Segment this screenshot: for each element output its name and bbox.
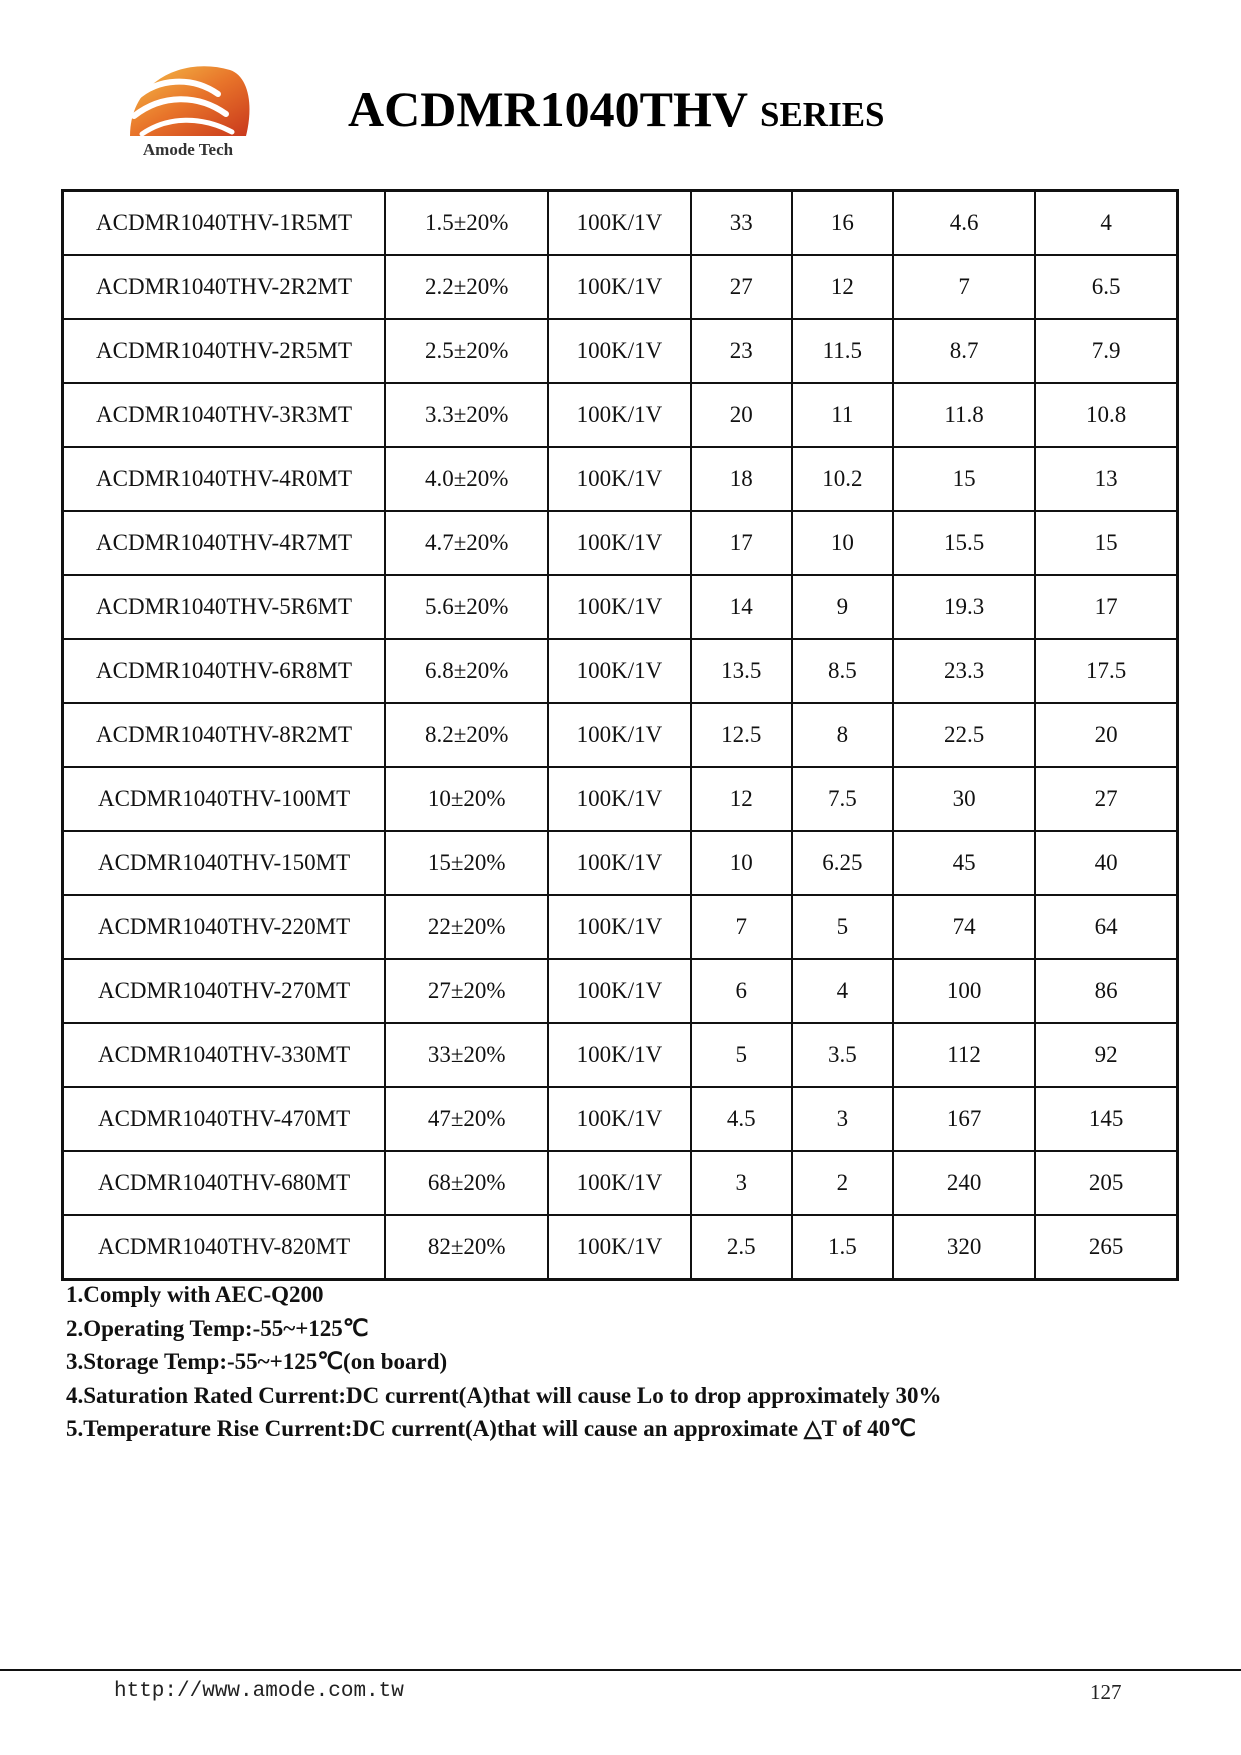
test-freq-cell: 100K/1V: [548, 831, 690, 895]
part-number-cell: ACDMR1040THV-2R5MT: [63, 319, 386, 383]
dcr-typ-cell: 14: [691, 575, 792, 639]
part-number-cell: ACDMR1040THV-6R8MT: [63, 639, 386, 703]
rise-current-cell: 20: [1035, 703, 1177, 767]
part-number-cell: ACDMR1040THV-150MT: [63, 831, 386, 895]
inductance-cell: 4.0±20%: [385, 447, 548, 511]
table-row: [63, 319, 1178, 383]
dcr-max-cell: 5: [792, 895, 893, 959]
sat-current-cell: 22.5: [893, 703, 1035, 767]
notes-list: [66, 1278, 941, 1446]
dcr-max-cell: 7.5: [792, 767, 893, 831]
sat-current-cell: 320: [893, 1215, 1035, 1280]
test-freq-cell: 100K/1V: [548, 511, 690, 575]
dcr-max-cell: 2: [792, 1151, 893, 1215]
rise-current-cell: 17: [1035, 575, 1177, 639]
test-freq-cell: 100K/1V: [548, 575, 690, 639]
inductance-cell: 3.3±20%: [385, 383, 548, 447]
rise-current-cell: 13: [1035, 447, 1177, 511]
rise-current-cell: 7.9: [1035, 319, 1177, 383]
sat-current-cell: 240: [893, 1151, 1035, 1215]
inductance-cell: 8.2±20%: [385, 703, 548, 767]
rise-current-cell: 92: [1035, 1023, 1177, 1087]
dcr-typ-cell: 4.5: [691, 1087, 792, 1151]
dcr-typ-cell: 17: [691, 511, 792, 575]
dcr-max-cell: 1.5: [792, 1215, 893, 1280]
table-row: [63, 1151, 1178, 1215]
amode-logo-icon: [122, 52, 254, 142]
spec-table: [61, 189, 1179, 1281]
part-number-cell: ACDMR1040THV-220MT: [63, 895, 386, 959]
table-row: [63, 831, 1178, 895]
rise-current-cell: 10.8: [1035, 383, 1177, 447]
table-row: [63, 767, 1178, 831]
footer-divider: [0, 1669, 1241, 1671]
inductance-cell: 4.7±20%: [385, 511, 548, 575]
part-number-cell: ACDMR1040THV-3R3MT: [63, 383, 386, 447]
inductance-cell: 27±20%: [385, 959, 548, 1023]
dcr-max-cell: 11: [792, 383, 893, 447]
table-row: [63, 447, 1178, 511]
test-freq-cell: 100K/1V: [548, 767, 690, 831]
note-item: 1.Comply with AEC-Q200: [66, 1282, 324, 1307]
table-row: [63, 639, 1178, 703]
dcr-typ-cell: 20: [691, 383, 792, 447]
footer-url: http://www.amode.com.tw: [114, 1680, 404, 1703]
rise-current-cell: 40: [1035, 831, 1177, 895]
rise-current-cell: 4: [1035, 191, 1177, 256]
test-freq-cell: 100K/1V: [548, 255, 690, 319]
dcr-max-cell: 3: [792, 1087, 893, 1151]
dcr-typ-cell: 12.5: [691, 703, 792, 767]
inductance-cell: 47±20%: [385, 1087, 548, 1151]
dcr-max-cell: 16: [792, 191, 893, 256]
inductance-cell: 15±20%: [385, 831, 548, 895]
table-row: [63, 703, 1178, 767]
sat-current-cell: 100: [893, 959, 1035, 1023]
table-row: [63, 959, 1178, 1023]
dcr-typ-cell: 7: [691, 895, 792, 959]
sat-current-cell: 19.3: [893, 575, 1035, 639]
test-freq-cell: 100K/1V: [548, 959, 690, 1023]
company-logo: [118, 52, 258, 170]
part-number-cell: ACDMR1040THV-100MT: [63, 767, 386, 831]
dcr-typ-cell: 18: [691, 447, 792, 511]
sat-current-cell: 112: [893, 1023, 1035, 1087]
inductance-cell: 2.2±20%: [385, 255, 548, 319]
dcr-max-cell: 10.2: [792, 447, 893, 511]
test-freq-cell: 100K/1V: [548, 639, 690, 703]
part-number-cell: ACDMR1040THV-4R7MT: [63, 511, 386, 575]
dcr-max-cell: 12: [792, 255, 893, 319]
dcr-typ-cell: 12: [691, 767, 792, 831]
sat-current-cell: 15: [893, 447, 1035, 511]
part-number-cell: ACDMR1040THV-2R2MT: [63, 255, 386, 319]
series-title: ACDMR1040THV: [348, 81, 748, 137]
test-freq-cell: 100K/1V: [548, 895, 690, 959]
sat-current-cell: 23.3: [893, 639, 1035, 703]
spec-table-body: [63, 191, 1178, 1280]
page-number: 127: [1090, 1680, 1122, 1704]
part-number-cell: ACDMR1040THV-680MT: [63, 1151, 386, 1215]
dcr-typ-cell: 2.5: [691, 1215, 792, 1280]
table-row: [63, 1215, 1178, 1280]
inductance-cell: 22±20%: [385, 895, 548, 959]
part-number-cell: ACDMR1040THV-8R2MT: [63, 703, 386, 767]
part-number-cell: ACDMR1040THV-4R0MT: [63, 447, 386, 511]
table-row: [63, 511, 1178, 575]
note-item: 2.Operating Temp:-55~+125℃: [66, 1315, 369, 1341]
sat-current-cell: 7: [893, 255, 1035, 319]
inductance-cell: 5.6±20%: [385, 575, 548, 639]
rise-current-cell: 6.5: [1035, 255, 1177, 319]
dcr-typ-cell: 33: [691, 191, 792, 256]
rise-current-cell: 27: [1035, 767, 1177, 831]
table-row: [63, 1023, 1178, 1087]
inductance-cell: 68±20%: [385, 1151, 548, 1215]
dcr-typ-cell: 5: [691, 1023, 792, 1087]
table-row: [63, 191, 1178, 256]
test-freq-cell: 100K/1V: [548, 1215, 690, 1280]
rise-current-cell: 64: [1035, 895, 1177, 959]
sat-current-cell: 74: [893, 895, 1035, 959]
dcr-typ-cell: 10: [691, 831, 792, 895]
part-number-cell: ACDMR1040THV-470MT: [63, 1087, 386, 1151]
dcr-typ-cell: 3: [691, 1151, 792, 1215]
inductance-cell: 10±20%: [385, 767, 548, 831]
dcr-max-cell: 8: [792, 703, 893, 767]
sat-current-cell: 4.6: [893, 191, 1035, 256]
part-number-cell: ACDMR1040THV-270MT: [63, 959, 386, 1023]
rise-current-cell: 265: [1035, 1215, 1177, 1280]
sat-current-cell: 45: [893, 831, 1035, 895]
rise-current-cell: 86: [1035, 959, 1177, 1023]
dcr-typ-cell: 27: [691, 255, 792, 319]
test-freq-cell: 100K/1V: [548, 703, 690, 767]
inductance-cell: 2.5±20%: [385, 319, 548, 383]
rise-current-cell: 205: [1035, 1151, 1177, 1215]
test-freq-cell: 100K/1V: [548, 1087, 690, 1151]
rise-current-cell: 145: [1035, 1087, 1177, 1151]
test-freq-cell: 100K/1V: [548, 191, 690, 256]
part-number-cell: ACDMR1040THV-5R6MT: [63, 575, 386, 639]
sat-current-cell: 8.7: [893, 319, 1035, 383]
test-freq-cell: 100K/1V: [548, 1151, 690, 1215]
page-title: [348, 80, 885, 138]
table-row: [63, 1087, 1178, 1151]
dcr-max-cell: 8.5: [792, 639, 893, 703]
note-item: 4.Saturation Rated Current:DC current(A)that will cause Lo to drop approximately 30%: [66, 1382, 942, 1408]
note-item: 5.Temperature Rise Current:DC current(A)that will cause an approximate △T of 40℃: [66, 1416, 916, 1441]
note-item: 3.Storage Temp:-55~+125℃(on board): [66, 1349, 448, 1374]
test-freq-cell: 100K/1V: [548, 383, 690, 447]
dcr-max-cell: 10: [792, 511, 893, 575]
logo-text: Amode Tech: [142, 140, 234, 159]
test-freq-cell: 100K/1V: [548, 319, 690, 383]
sat-current-cell: 11.8: [893, 383, 1035, 447]
rise-current-cell: 17.5: [1035, 639, 1177, 703]
sat-current-cell: 167: [893, 1087, 1035, 1151]
table-row: [63, 383, 1178, 447]
inductance-cell: 33±20%: [385, 1023, 548, 1087]
inductance-cell: 6.8±20%: [385, 639, 548, 703]
test-freq-cell: 100K/1V: [548, 447, 690, 511]
dcr-typ-cell: 13.5: [691, 639, 792, 703]
part-number-cell: ACDMR1040THV-330MT: [63, 1023, 386, 1087]
table-row: [63, 255, 1178, 319]
dcr-max-cell: 11.5: [792, 319, 893, 383]
dcr-max-cell: 4: [792, 959, 893, 1023]
dcr-max-cell: 9: [792, 575, 893, 639]
sat-current-cell: 15.5: [893, 511, 1035, 575]
inductance-cell: 82±20%: [385, 1215, 548, 1280]
table-row: [63, 575, 1178, 639]
inductance-cell: 1.5±20%: [385, 191, 548, 256]
table-row: [63, 895, 1178, 959]
part-number-cell: ACDMR1040THV-1R5MT: [63, 191, 386, 256]
dcr-typ-cell: 6: [691, 959, 792, 1023]
dcr-typ-cell: 23: [691, 319, 792, 383]
rise-current-cell: 15: [1035, 511, 1177, 575]
sat-current-cell: 30: [893, 767, 1035, 831]
dcr-max-cell: 3.5: [792, 1023, 893, 1087]
series-suffix: SERIES: [759, 95, 885, 134]
dcr-max-cell: 6.25: [792, 831, 893, 895]
test-freq-cell: 100K/1V: [548, 1023, 690, 1087]
part-number-cell: ACDMR1040THV-820MT: [63, 1215, 386, 1280]
